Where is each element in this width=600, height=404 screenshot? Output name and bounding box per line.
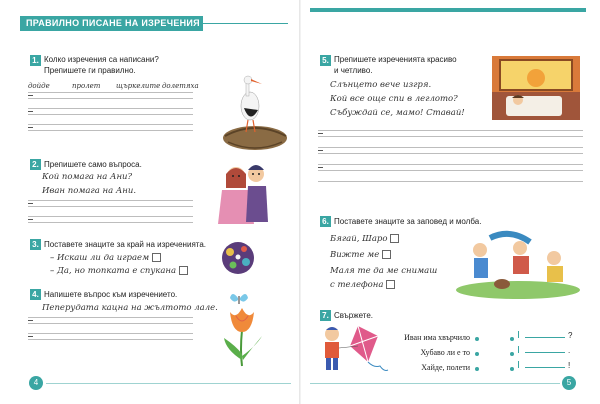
exercise-2-instruction: Препишете само въпроса. bbox=[44, 160, 142, 169]
punctuation-box-5[interactable] bbox=[386, 280, 395, 289]
children-playing-illustration bbox=[450, 228, 580, 300]
word-1: дойде bbox=[28, 82, 50, 90]
boy-kite-illustration bbox=[318, 322, 392, 374]
exercise-6-sentence-2-row bbox=[330, 250, 391, 260]
match-dot-left-3[interactable] bbox=[475, 367, 479, 371]
match-dot-left-1[interactable] bbox=[475, 337, 479, 341]
header-rule bbox=[203, 23, 288, 24]
exercise-4-number: 4. bbox=[30, 289, 41, 300]
exercise-6-sentence-2: Вижте ме bbox=[330, 250, 380, 260]
section-header: ПРАВИЛНО ПИСАНЕ НА ИЗРЕЧЕНИЯ bbox=[20, 16, 203, 31]
bottom-rule-left bbox=[46, 383, 291, 384]
match-answer-1[interactable] bbox=[514, 331, 572, 340]
exercise-6-sentence-4-row bbox=[330, 280, 395, 290]
exercise-1-writing-lines[interactable] bbox=[28, 92, 193, 142]
exercise-3-number: 3. bbox=[30, 239, 41, 250]
exercise-5-number: 5. bbox=[320, 55, 331, 66]
match-mark-3: ! bbox=[568, 361, 571, 370]
tulip-butterfly-illustration bbox=[218, 290, 268, 368]
exercise-6-number: 6. bbox=[320, 216, 331, 227]
exercise-6-instruction: Поставете знаците за заповед и молба. bbox=[334, 217, 482, 226]
match-dot-left-2[interactable] bbox=[475, 352, 479, 356]
exercise-3-sentence-2: – Да, но топката е спукана bbox=[50, 266, 177, 276]
exercise-5-writing-lines[interactable] bbox=[318, 130, 583, 186]
exercise-4-instruction: Напишете въпрос към изречението. bbox=[44, 290, 178, 299]
exercise-2-writing-lines[interactable] bbox=[28, 200, 193, 224]
children-illustration bbox=[212, 162, 274, 226]
exercise-2-sentence-1: Кой помага на Ани? bbox=[42, 172, 133, 182]
exercise-7-number: 7. bbox=[320, 310, 331, 321]
exercise-5-sentence-2: Кой все още спи в леглото? bbox=[330, 94, 458, 104]
word-3: щъркелите bbox=[116, 82, 161, 90]
exercise-6-sentence-1-row bbox=[330, 234, 399, 244]
ball-illustration bbox=[220, 240, 256, 276]
punctuation-box-2[interactable] bbox=[179, 266, 188, 275]
exercise-1-number: 1. bbox=[30, 55, 41, 66]
exercise-6-sentence-1: Бягай, Шаро bbox=[330, 234, 388, 244]
match-item-2: Хубаво ли е то bbox=[420, 348, 470, 357]
exercise-2-sentence-2: Иван помага на Ани. bbox=[42, 186, 137, 196]
exercise-6-sentence-4: с телефона bbox=[330, 280, 384, 290]
exercise-7-instruction: Свържете. bbox=[334, 311, 373, 320]
page-number-right: 5 bbox=[562, 376, 576, 390]
exercise-2-number: 2. bbox=[30, 159, 41, 170]
exercise-5-sentence-3: Събуждай се, мамо! Ставай! bbox=[330, 108, 465, 118]
page-number-left: 4 bbox=[29, 376, 43, 390]
punctuation-box-4[interactable] bbox=[382, 250, 391, 259]
stork-nest-illustration bbox=[220, 68, 290, 158]
exercise-4-sentence: Пеперудата кацна на жълтото лале. bbox=[42, 303, 218, 313]
sunrise-bedroom-illustration bbox=[492, 56, 580, 120]
match-mark-2: . bbox=[568, 346, 571, 355]
right-page bbox=[300, 0, 600, 404]
word-4: долетяха bbox=[162, 82, 199, 90]
word-2: пролет bbox=[72, 82, 101, 90]
exercise-3-sentence-2-row bbox=[50, 266, 188, 276]
exercise-6-sentence-3: Маля те да ме снимаш bbox=[330, 266, 438, 276]
punctuation-box-1[interactable] bbox=[152, 253, 161, 262]
exercise-5-sentence-1: Слънцето вече изгря. bbox=[330, 80, 432, 90]
match-answer-3[interactable] bbox=[514, 361, 570, 370]
punctuation-box-3[interactable] bbox=[390, 234, 399, 243]
match-item-3: Хайде, полети bbox=[421, 363, 470, 372]
exercise-3-sentence-1-row bbox=[50, 253, 161, 263]
match-mark-1: ? bbox=[568, 331, 573, 340]
top-rule bbox=[310, 8, 586, 12]
exercise-4-writing-lines[interactable] bbox=[28, 317, 193, 341]
match-answer-2[interactable] bbox=[514, 346, 570, 355]
bottom-rule-right bbox=[310, 383, 560, 384]
exercise-5-instruction-2: и четливо. bbox=[334, 66, 373, 75]
match-item-1: Иван има хвърчило bbox=[404, 333, 470, 342]
exercise-5-instruction-1: Препишете изреченията красиво bbox=[334, 55, 457, 64]
exercise-3-instruction: Поставете знаците за край на изреченията. bbox=[44, 240, 207, 249]
exercise-1-instruction-1: Колко изречения са написани? bbox=[44, 55, 159, 64]
exercise-1-instruction-2: Препишете ги правилно. bbox=[44, 66, 136, 75]
exercise-3-sentence-1: – Искаш ли да играем bbox=[50, 253, 150, 263]
